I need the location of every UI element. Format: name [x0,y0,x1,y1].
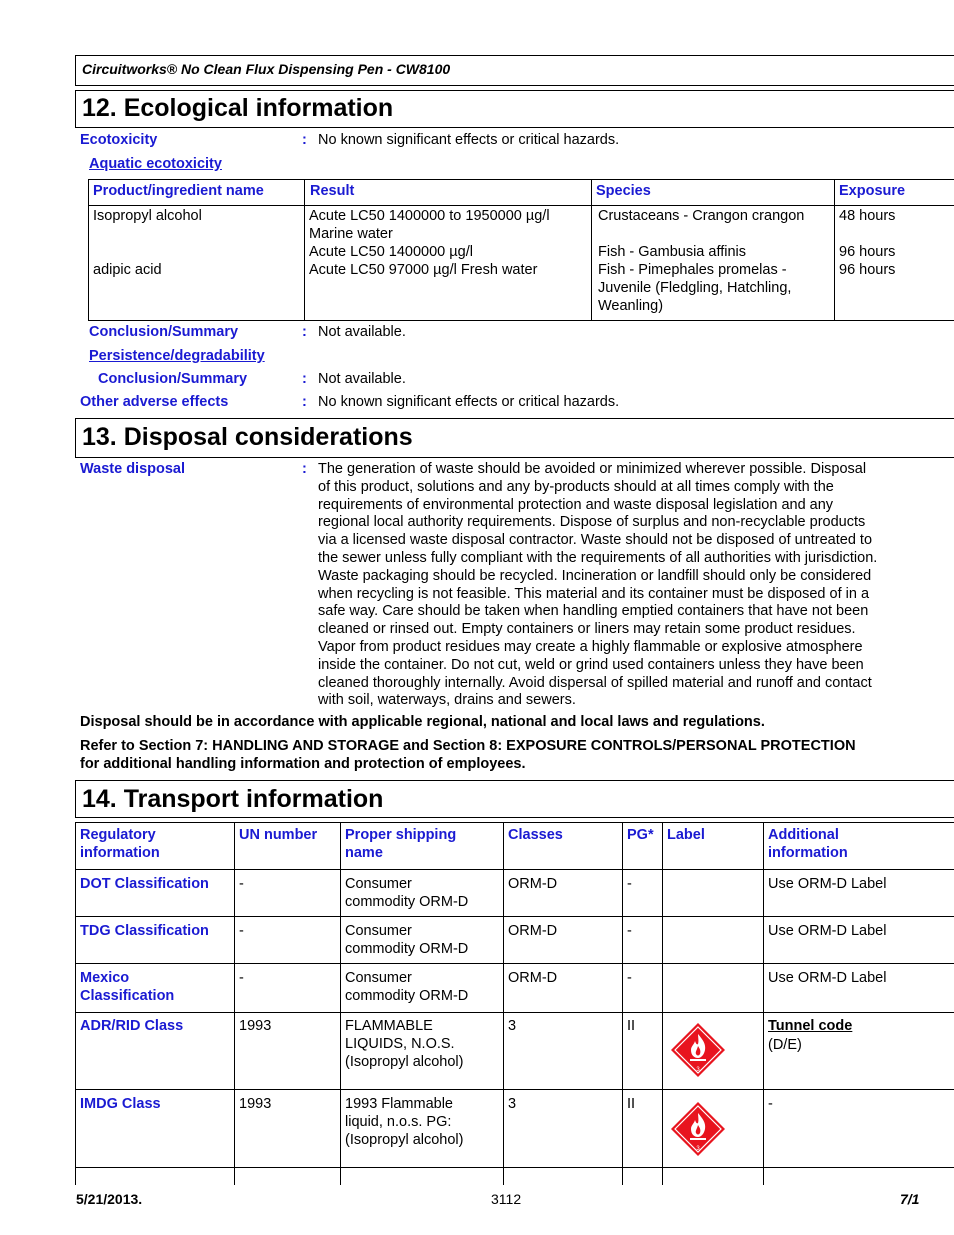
svg-text:3: 3 [696,1146,700,1152]
waste-disposal-line: requirements of environmental protection and waste disposal legislation and any [318,496,834,513]
tr-row-mexico-reg: Mexico Classification [80,970,175,1004]
tr-row-tdg-reg: TDG Classification [80,923,209,939]
section-14-title: 14. Transport information [82,785,384,813]
tr-row-adr-tunnel-label: Tunnel code [768,1018,853,1034]
waste-disposal-line: regional local authority requirements. Dispose of surplus and non-recyclable products [318,514,866,531]
waste-disposal-line: via a licensed waste disposal contractor. Waste should not be disposed of untreated to [318,532,873,549]
tr-header-shipping-name: Proper shipping name [345,827,457,861]
waste-disposal-line: The generation of waste should be avoided or minimized wherever possible. Disposal [318,461,867,477]
tr-header-pg: PG* [627,827,654,843]
tr-row-imdg-psn: 1993 Flammable liquid, n.o.s. PG: (Isopropyl alcohol) [345,1096,464,1148]
footer-page-number: 7/1 [900,1191,920,1207]
tr-row-adr-psn: FLAMMABLE LIQUIDS, N.O.S. (Isopropyl alcohol) [345,1018,464,1070]
aq-row1-result: Acute LC50 1400000 to 1950000 µg/l Marine water Acute LC50 1400000 µg/l [309,208,550,260]
ecotoxicity-label: Ecotoxicity [80,132,158,148]
tr-row-dot-psn: Consumer commodity ORM-D [345,876,469,910]
waste-disposal-line: Vapor from product residues may create a highly flammable or explosive atmosphere [318,638,863,655]
other-adverse-value: No known significant effects or critical hazards. [318,394,620,410]
waste-disposal-text [318,461,938,710]
persistence-heading: Persistence/degradability [89,348,265,364]
colon: : [302,371,307,387]
tr-row-mexico-class: ORM-D [508,970,558,986]
tr-row-imdg-info: - [768,1096,773,1112]
svg-text:3: 3 [696,1067,700,1073]
tr-header-additional: Additional information [768,827,848,861]
aq-row2-name: adipic acid [93,262,162,278]
tr-header-regulatory: Regulatory information [80,827,160,861]
tr-row-adr-pg: II [627,1018,636,1034]
aq-row1-species: Crustaceans - Crangon crangon Fish - Gambusia affinis [598,208,805,260]
persistence-conclusion-value: Not available. [318,371,406,387]
aquatic-ecotoxicity-heading: Aquatic ecotoxicity [89,156,222,172]
aq-row2-result: Acute LC50 97000 µg/l Fresh water [309,262,538,278]
tr-row-dot-class: ORM-D [508,876,558,892]
colon: : [302,394,307,410]
footer-code: 3112 [491,1191,522,1207]
tr-row-imdg-reg: IMDG Class [80,1096,161,1112]
tr-row-imdg-class: 3 [508,1096,517,1112]
waste-disposal-line: safe way. Care should be taken when handling emptied containers that have not been [318,603,869,620]
section-13-title: 13. Disposal considerations [82,423,413,451]
tr-row-tdg-class: ORM-D [508,923,558,939]
waste-disposal-line: inside the container. Do not cut, weld or grind used containers unless they have been [318,656,864,673]
tr-row-tdg-psn: Consumer commodity ORM-D [345,923,469,957]
colon: : [302,132,307,148]
section-12-heading [75,90,954,128]
tr-row-imdg-un: 1993 [239,1096,272,1112]
aq-row1-exposure: 48 hours 96 hours [839,208,896,260]
tr-header-un: UN number [239,827,318,843]
tr-row-mexico-pg: - [627,970,632,986]
conclusion-summary-value: Not available. [318,324,406,340]
tr-row-dot-pg: - [627,876,632,892]
tr-row-dot-reg: DOT Classification [80,876,209,892]
document-header [75,55,954,86]
tr-row-imdg-pg: II [627,1096,636,1112]
aq-row2-exposure: 96 hours [839,262,896,278]
disposal-note: Disposal should be in accordance with applicable regional, national and local laws and regulations. [80,714,765,730]
aq-header-name: Product/ingredient name [93,183,264,199]
colon: : [302,461,307,477]
colon: : [302,324,307,340]
persistence-conclusion-label: Conclusion/Summary [98,371,248,387]
waste-disposal-line: Waste packaging should be recycled. Incineration or landfill should only be considered [318,567,872,584]
tr-row-adr-un: 1993 [239,1018,272,1034]
tr-row-adr-tunnel-value: (D/E) [768,1037,802,1053]
tr-row-mexico-un: - [239,970,244,986]
tr-row-dot-un: - [239,876,244,892]
waste-disposal-line: when recycling is not feasible. This material and its container must be disposed of in a [318,585,870,602]
tr-row-mexico-psn: Consumer commodity ORM-D [345,970,469,1004]
waste-disposal-line: cleaned or rinsed out. Empty containers or liners may retain some product residues. [318,621,856,638]
tr-row-mexico-info: Use ORM-D Label [768,970,887,986]
aq-header-species: Species [596,183,651,199]
waste-disposal-line: the sewer unless fully compliant with the requirements of all authorities with jurisdiction. [318,549,878,566]
aq-row2-species: Fish - Pimephales promelas - Juvenile (Fledgling, Hatchling, Weanling) [598,262,792,314]
waste-disposal-line: of this product, solutions and any by-products should at all times comply with the [318,478,834,495]
refer-note: Refer to Section 7: HANDLING AND STORAGE and Section 8: EXPOSURE CONTROLS/PERSONAL PROTECTION for additional handling information and protection of employees. [80,738,856,772]
tr-header-classes: Classes [508,827,563,843]
waste-disposal-line: cleaned thoroughly internally. Avoid dispersal of spilled material and runoff and contact [318,674,872,691]
tr-header-label: Label [667,827,705,843]
aq-row1-name: Isopropyl alcohol [93,208,202,224]
tr-row-dot-info: Use ORM-D Label [768,876,887,892]
tr-row-adr-reg: ADR/RID Class [80,1018,184,1034]
other-adverse-label: Other adverse effects [80,394,229,410]
waste-disposal-label: Waste disposal [80,461,186,477]
flammable-liquid-diamond-icon [670,1022,726,1078]
aq-header-result: Result [310,183,355,199]
tr-row-tdg-un: - [239,923,244,939]
tr-row-adr-class: 3 [508,1018,517,1034]
aq-header-exposure: Exposure [839,183,906,199]
waste-disposal-line: with soil, waterways, drains and sewers. [318,692,576,709]
ecotoxicity-value: No known significant effects or critical hazards. [318,132,620,148]
section-12-title: 12. Ecological information [82,94,394,122]
section-13-heading [75,418,954,458]
product-title: Circuitworks® No Clean Flux Dispensing Pen - CW8100 [82,61,451,77]
tr-row-tdg-info: Use ORM-D Label [768,923,887,939]
tr-row-tdg-pg: - [627,923,632,939]
flammable-liquid-diamond-icon [670,1101,726,1157]
section-14-heading [75,780,954,818]
conclusion-summary-label: Conclusion/Summary [89,324,239,340]
footer-date: 5/21/2013. [76,1191,143,1207]
